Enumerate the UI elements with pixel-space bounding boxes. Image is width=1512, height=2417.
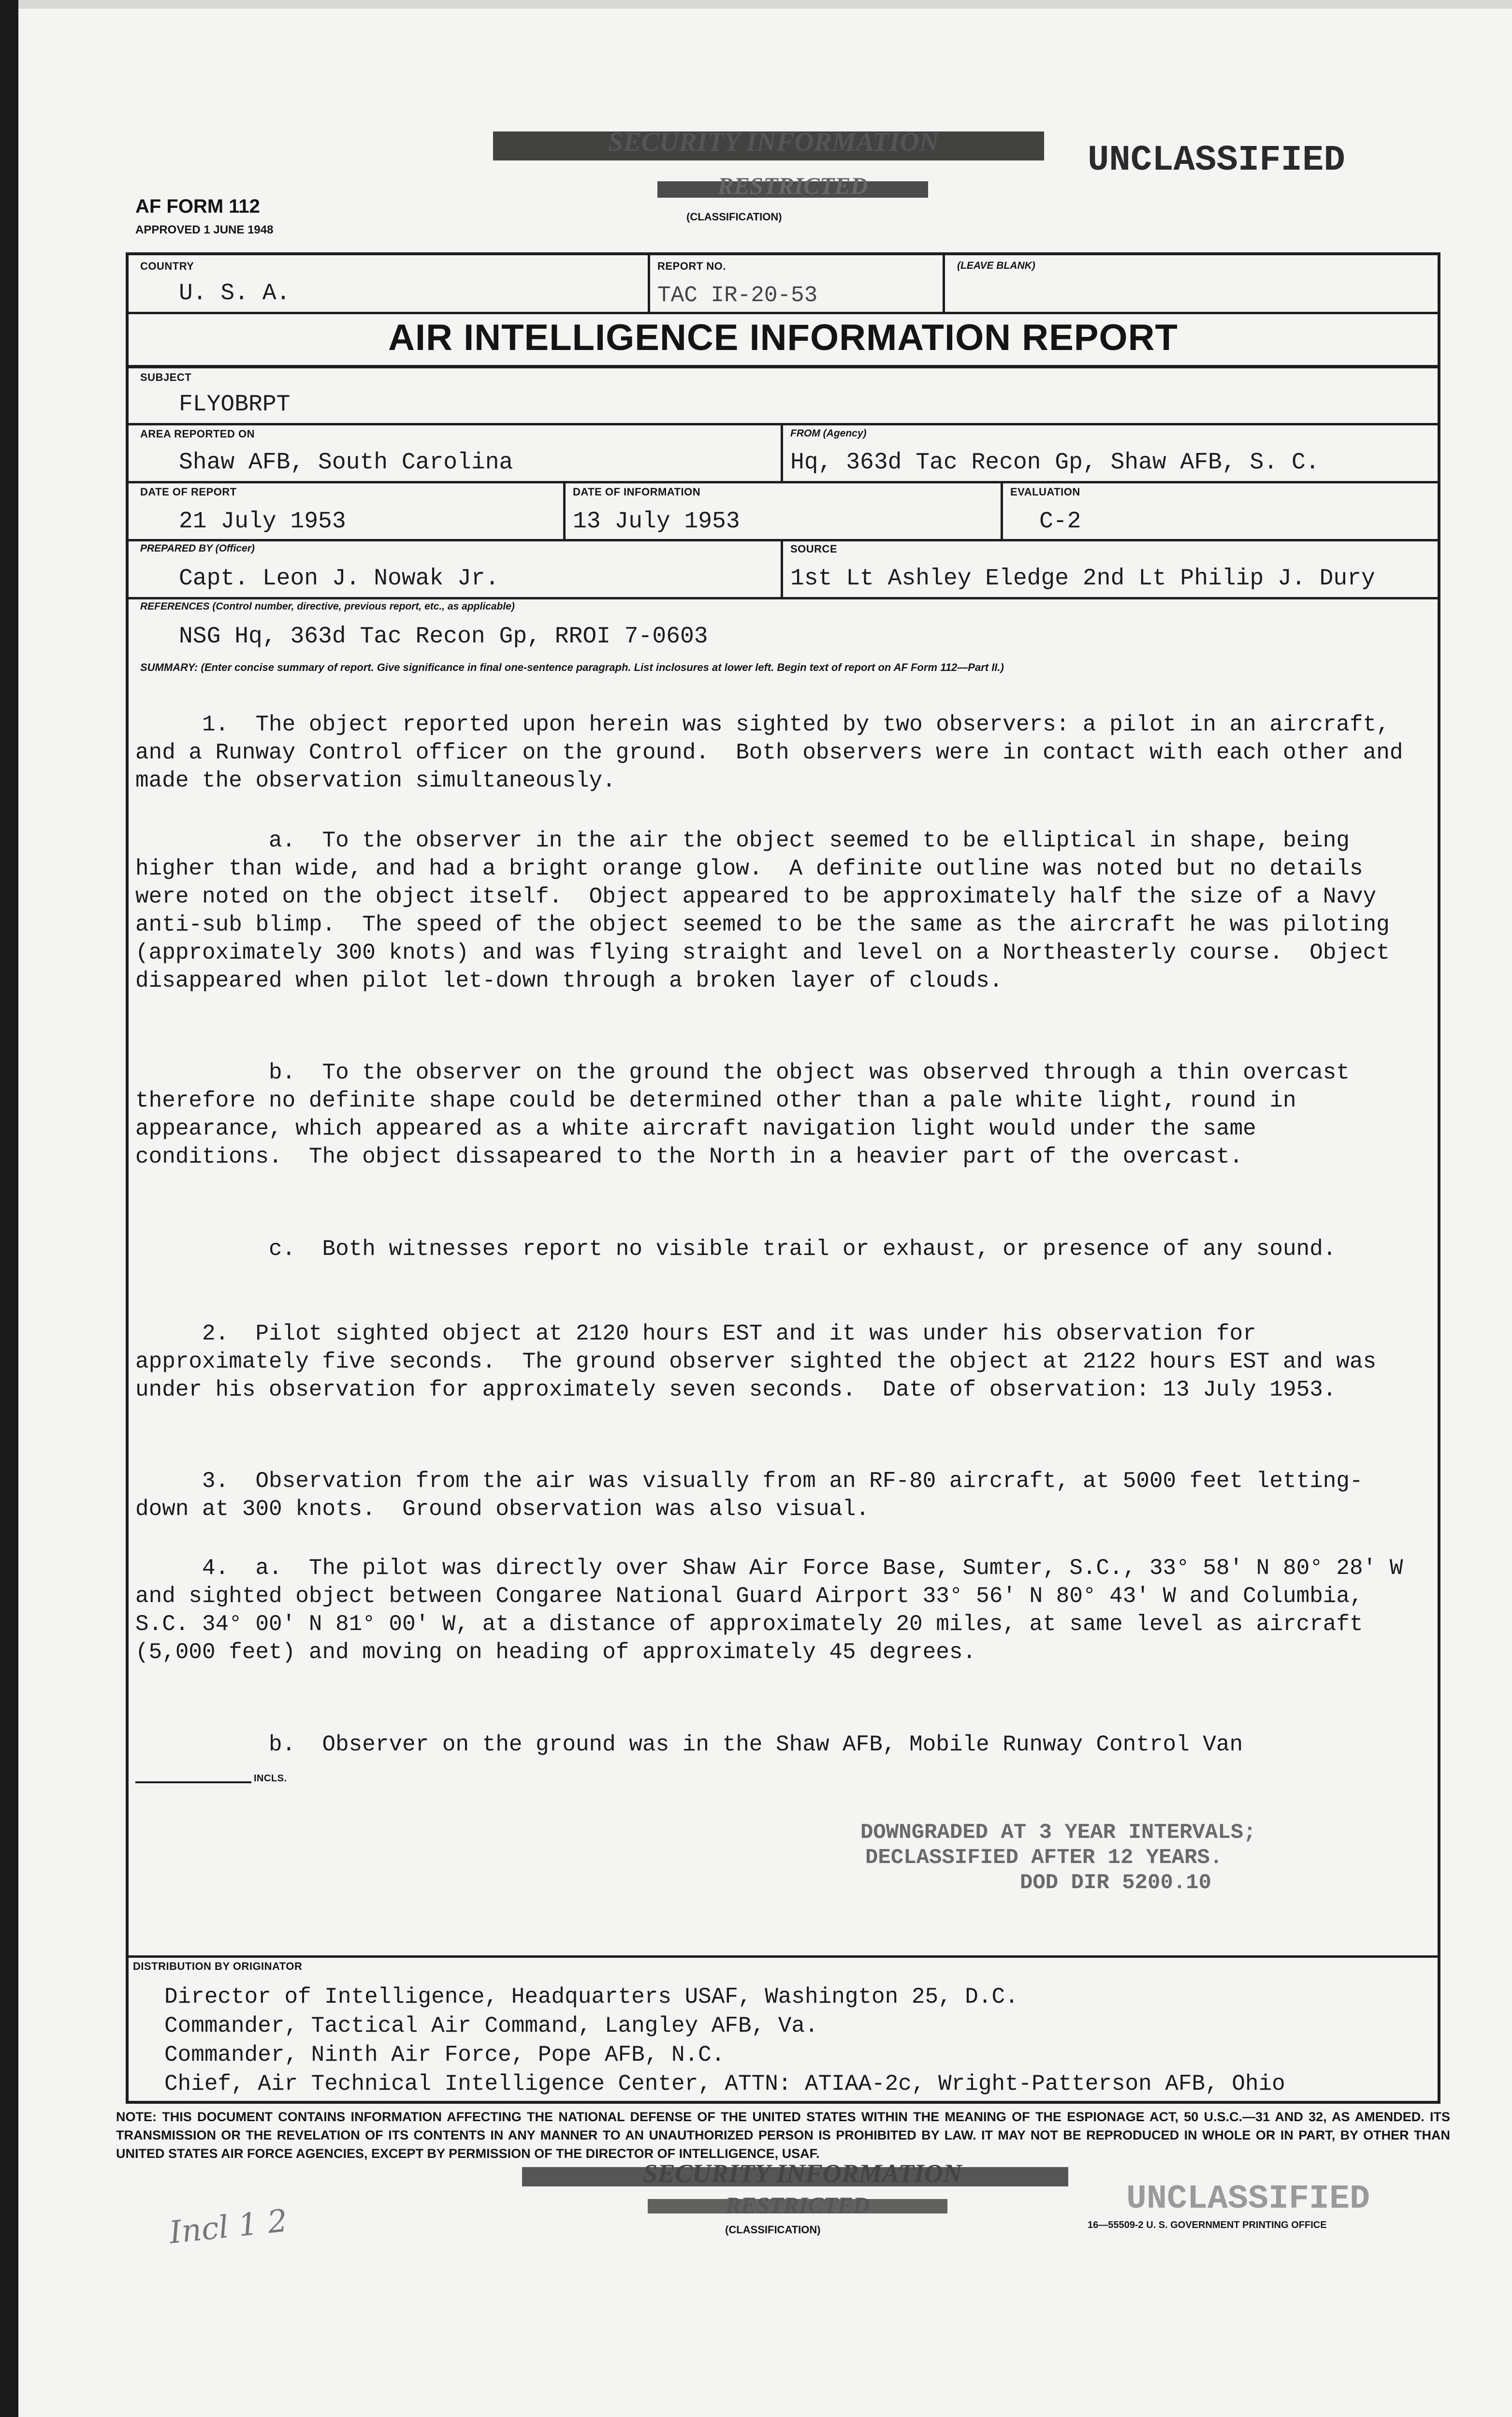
report-no-value: TAC IR-20-53 bbox=[657, 283, 818, 308]
source-value: 1st Lt Ashley Eledge 2nd Lt Philip J. Dury bbox=[790, 566, 1375, 592]
distribution-item: Chief, Air Technical Intelligence Center, ATTN: ATIAA-2c, Wright-Patterson AFB, Ohio bbox=[164, 2071, 1285, 2097]
divider bbox=[563, 481, 566, 541]
paragraph-4a: 4. a. The pilot was directly over Shaw Air Force Base, Sumter, S.C., 33° 58' N 80° 28' W and sighted object between Congaree National Guard Airport 33° 56' N 80° 43' W and Columbia, S.C. 34° 00' N 81° 00' W, at a distance of approximately 20 miles, at same level as aircraft (5,000 feet) and moving on heading of approximately 45 degrees. bbox=[135, 1556, 1417, 1665]
prepared-label: PREPARED BY (Officer) bbox=[140, 543, 255, 554]
downgrade-line-2: DECLASSIFIED AFTER 12 YEARS. bbox=[865, 1846, 1223, 1870]
unclassified-stamp-bottom: UNCLASSIFIED bbox=[1126, 2180, 1370, 2218]
downgrade-line-1: DOWNGRADED AT 3 YEAR INTERVALS; bbox=[860, 1820, 1256, 1845]
divider bbox=[1001, 481, 1003, 541]
form-name: AF FORM 112 bbox=[135, 196, 260, 217]
subject-value: FLYOBRPT bbox=[179, 392, 291, 418]
divider bbox=[126, 539, 1440, 541]
country-value: U. S. A. bbox=[179, 280, 291, 306]
paragraph-1b: b. To the observer on the ground the object was observed through a thin overcast therefore no definite shape could be determined other than a pale white light, round in appearance, which appeared as a white aircraft navigation light would under the same conditions. The object dissapeared to the North in a heavier part of the overcast. bbox=[135, 1060, 1363, 1169]
distribution-item: Commander, Ninth Air Force, Pope AFB, N.C. bbox=[164, 2042, 725, 2068]
date-info-label: DATE OF INFORMATION bbox=[573, 486, 701, 498]
report-title: AIR INTELLIGENCE INFORMATION REPORT bbox=[388, 317, 1178, 358]
top-classification-sub: RESTRICTED bbox=[657, 172, 928, 205]
divider bbox=[126, 365, 1440, 368]
distribution-item: Director of Intelligence, Headquarters USAF, Washington 25, D.C. bbox=[164, 1984, 1018, 2009]
divider bbox=[781, 539, 783, 599]
evaluation-label: EVALUATION bbox=[1010, 486, 1080, 498]
divider bbox=[126, 312, 1440, 314]
area-label: AREA REPORTED ON bbox=[140, 428, 255, 440]
scan-border-top bbox=[0, 0, 1512, 9]
divider bbox=[943, 252, 945, 314]
from-label: FROM (Agency) bbox=[790, 428, 867, 439]
paragraph-1c: c. Both witnesses report no visible trail or exhaust, or presence of any sound. bbox=[135, 1237, 1337, 1262]
printing-office: 16—55509-2 U. S. GOVERNMENT PRINTING OFFICE bbox=[1088, 2220, 1327, 2230]
distribution-label: DISTRIBUTION BY ORIGINATOR bbox=[133, 1960, 303, 1972]
bottom-classification-sub: RESTRICTED bbox=[648, 2192, 947, 2219]
top-classification: SECURITY INFORMATION bbox=[483, 127, 1063, 165]
summary-label: SUMMARY: (Enter concise summary of report. Give significance in final one-sentence paragraph. List inclosures at lower left. Begin text of report on AF Form 112—Part II.) bbox=[140, 661, 1004, 673]
scan-border-left bbox=[0, 0, 18, 2417]
paragraph-3: 3. Observation from the air was visually from an RF-80 aircraft, at 5000 feet letting-down at 300 knots. Ground observation was also visual. bbox=[135, 1469, 1363, 1522]
leave-blank-label: (LEAVE BLANK) bbox=[957, 260, 1035, 271]
unclassified-stamp-top: UNCLASSIFIED bbox=[1088, 140, 1345, 181]
references-label: REFERENCES (Control number, directive, previous report, etc., as applicable) bbox=[140, 601, 515, 612]
divider bbox=[126, 1955, 1440, 1958]
date-info-value: 13 July 1953 bbox=[573, 509, 740, 535]
downgrade-line-3: DOD DIR 5200.10 bbox=[1020, 1871, 1212, 1895]
divider bbox=[126, 423, 1440, 425]
area-value: Shaw AFB, South Carolina bbox=[179, 450, 513, 476]
country-label: COUNTRY bbox=[140, 260, 194, 272]
date-report-label: DATE OF REPORT bbox=[140, 486, 237, 498]
paragraph-1a: a. To the observer in the air the object seemed to be elliptical in shape, being higher than wide, and had a bright orange glow. A definite outline was noted but no details were noted on the object itself. Object appeared to be approximately half the size of a Navy anti-sub blimp. The speed of the object seemed to be the same as the aircraft he was piloting (approximately 300 knots) and was flying straight and level on a Northeasterly course. Object disappeared when pilot let-down through a broken layer of clouds. bbox=[135, 828, 1403, 993]
incls-label: INCLS. bbox=[254, 1773, 287, 1784]
inclosures-line bbox=[135, 1781, 251, 1783]
divider bbox=[648, 252, 650, 314]
security-notice: NOTE: THIS DOCUMENT CONTAINS INFORMATION AFFECTING THE NATIONAL DEFENSE OF THE UNITED STATES WITHIN THE MEANING OF THE ESPIONAGE ACT, 50 U.S.C.—31 AND 32, AS AMENDED. ITS TRANSMISSION OR THE REVELATION OF ITS CONTENTS IN ANY MANNER TO AN UNAUTHORIZED PERSON IS PROHIBITED BY LAW. IT MAY NOT BE REPRODUCED IN WHOLE OR IN PART, BY OTHER THAN UNITED STATES AIR FORCE AGENCIES, EXCEPT BY PERMISSION OF THE DIRECTOR OF INTELLIGENCE, USAF. bbox=[116, 2110, 1450, 2161]
paragraph-2: 2. Pilot sighted object at 2120 hours EST and it was under his observation for approximately five seconds. The ground observer sighted the object at 2122 hours EST and was under his observation for approximately seven seconds. Date of observation: 13 July 1953. bbox=[135, 1321, 1390, 1402]
prepared-value: Capt. Leon J. Nowak Jr. bbox=[179, 566, 499, 592]
classification-caption-top: (CLASSIFICATION) bbox=[686, 211, 782, 223]
distribution-item-cut bbox=[164, 2071, 1436, 2097]
subject-label: SUBJECT bbox=[140, 371, 192, 383]
paragraph-4b: b. Observer on the ground was in the Shaw AFB, Mobile Runway Control Van bbox=[135, 1732, 1243, 1757]
divider bbox=[781, 423, 783, 483]
form-approved: APPROVED 1 JUNE 1948 bbox=[135, 223, 274, 236]
divider bbox=[126, 597, 1440, 599]
date-report-value: 21 July 1953 bbox=[179, 509, 346, 535]
paragraph-1: 1. The object reported upon herein was sighted by two observers: a pilot in an aircraft, and a Runway Control officer on the ground. Both observers were in contact with each other and made the observation simultaneously. bbox=[135, 712, 1417, 793]
divider bbox=[126, 481, 1440, 483]
handwritten-note: Incl 1 2 bbox=[167, 2203, 290, 2251]
downgrade-stamp bbox=[860, 1820, 1256, 1895]
references-value: NSG Hq, 363d Tac Recon Gp, RROI 7-0603 bbox=[179, 624, 708, 650]
source-label: SOURCE bbox=[790, 543, 838, 555]
from-value: Hq, 363d Tac Recon Gp, Shaw AFB, S. C. bbox=[790, 450, 1320, 476]
evaluation-value: C-2 bbox=[1039, 509, 1081, 535]
classification-caption-bottom: (CLASSIFICATION) bbox=[725, 2224, 821, 2236]
bottom-classification: SECURITY INFORMATION bbox=[512, 2158, 1092, 2192]
distribution-item: Commander, Tactical Air Command, Langley AFB, Va. bbox=[164, 2013, 818, 2038]
report-no-label: REPORT NO. bbox=[657, 260, 726, 272]
